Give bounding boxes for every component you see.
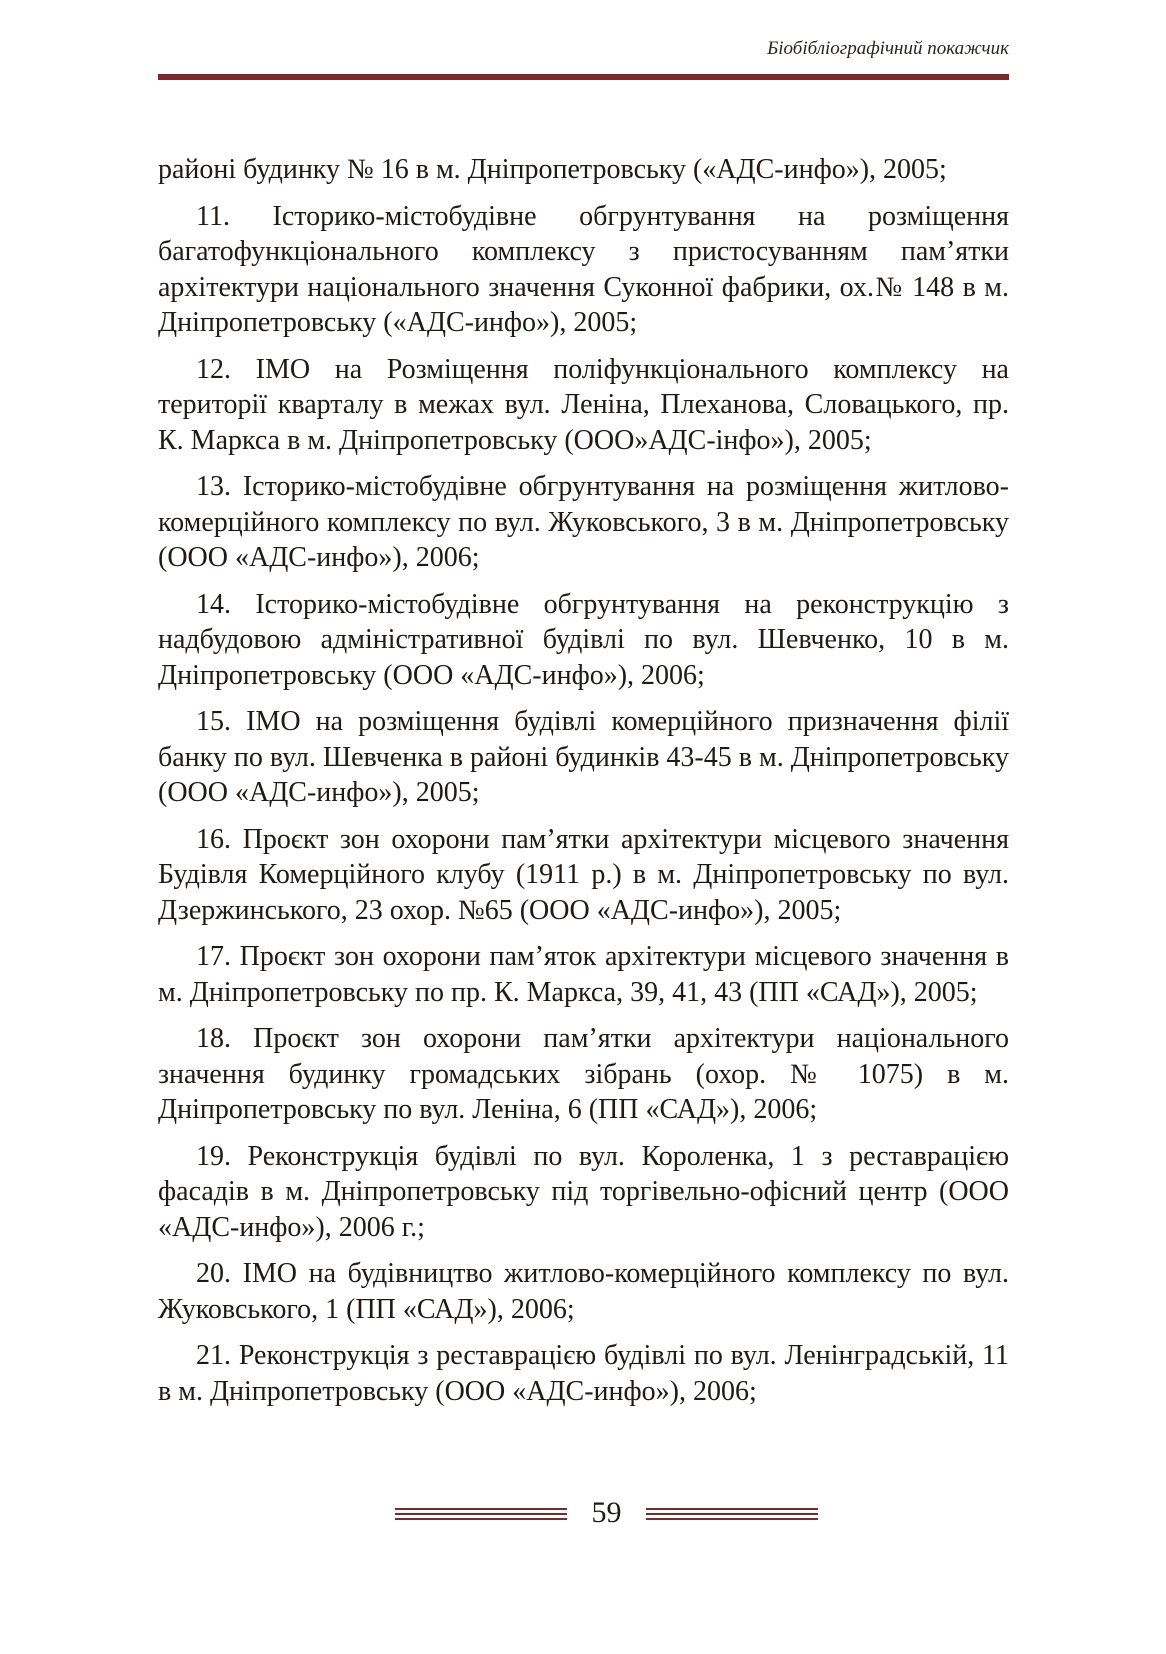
- list-item: 12. ІМО на Розміщення поліфункціонального комплексу на території кварталу в межах вул. Леніна, Плеханова, Словацького, пр. К. Маркса в м. Дніпропетровську (ООО»АДС-інфо»), 2005;: [158, 353, 1009, 456]
- list-item: 17. Проєкт зон охорони пам’яток архітектури місцевого значення в м. Дніпропетровську по пр. К. Маркса, 39, 41, 43 (ПП «САД»), 2005;: [158, 941, 1009, 1008]
- list-item: 21. Реконструкція з реставрацією будівлі по вул. Ленінградській, 11 в м. Дніпропетровську (ООО «АДС-инфо»), 2006;: [158, 1340, 1009, 1407]
- list-item: 14. Історико-містобудівне обгрунтування на реконструкцію з надбудовою адміністративної будівлі по вул. Шевченко, 10 в м. Дніпропетровську (ООО «АДС-инфо»), 2006;: [158, 588, 1009, 691]
- body-text: [158, 152, 1009, 1420]
- list-item: 20. ІМО на будівництво житлово-комерційного комплексу по вул. Жуковського, 1 (ПП «САД»), 2006;: [158, 1258, 1009, 1325]
- footer-rule-right: [646, 1508, 818, 1523]
- header-rule: [158, 74, 1009, 80]
- list-item: 19. Реконструкція будівлі по вул. Короленка, 1 з реставрацією фасадів в м. Дніпропетровську під торгівельно-офісний центр (ООО «АДС-инфо»), 2006 г.;: [158, 1140, 1009, 1243]
- page-footer: [0, 1496, 1166, 1536]
- page-number: 59: [591, 1496, 622, 1529]
- list-item: 13. Історико-містобудівне обгрунтування на розміщення житлово-комерційного комплексу по вул. Жуковського, 3 в м. Дніпропетровську (ООО «АДС-инфо»), 2006;: [158, 471, 1009, 573]
- continuation-paragraph: районі будинку № 16 в м. Дніпропетровську («АДС-инфо»), 2005;: [158, 154, 947, 185]
- list-item: 16. Проєкт зон охорони пам’ятки архітектури місцевого значення Будівля Комерційного клубу (1911 р.) в м. Дніпропетровську по вул. Дзержинського, 23 охор. №65 (ООО «АДС-инфо»), 2005;: [158, 823, 1009, 926]
- footer-rule-left: [395, 1508, 567, 1523]
- list-item: 15. ІМО на розміщення будівлі комерційного призначення філії банку по вул. Шевченка в районі будинків 43-45 в м. Дніпропетровську (ООО «АДС-инфо»), 2005;: [158, 706, 1009, 808]
- running-head-title: Біобібліографічний покажчик: [767, 38, 1009, 59]
- list-item: 11. Історико-містобудівне обгрунтування на розміщення багатофункціонального комплексу з пристосуванням пам’ятки архітектури національного значення Суконної фабрики, ох.№ 148 в м. Дніпропетровську («АДС-инфо»), 2005;: [158, 200, 1009, 338]
- list-item: 18. Проєкт зон охорони пам’ятки архітектури національного значення будинку громадських зібрань (охор. № 1075) в м. Дніпропетровську по вул. Леніна, 6 (ПП «САД»), 2006;: [158, 1023, 1009, 1125]
